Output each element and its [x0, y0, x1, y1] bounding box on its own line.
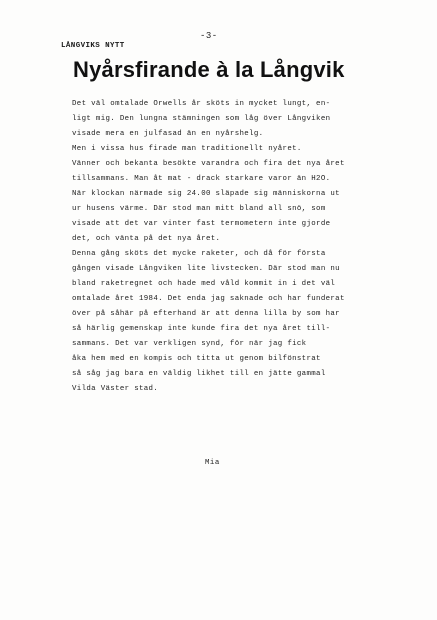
body-line: sammans. Det var verkligen synd, för när jag fick — [72, 340, 307, 348]
body-line: ligt mig. Den lungna stämningen som låg över Långviken — [72, 115, 331, 123]
body-line: det, och vänta på det nya året. — [72, 235, 221, 243]
body-line: omtalade året 1984. Det enda jag saknade och har funderat — [72, 295, 345, 303]
body-line: ur husens värme. Där stod man mitt bland all snö, som — [72, 205, 326, 213]
body-line: så härlig gemenskap inte kunde fira det nya året till- — [72, 325, 331, 333]
body-line: tillsammans. Man åt mat - drack starkare varor än H2O. — [72, 175, 331, 183]
body-line: visade att det var vinter fast termometern inte gjorde — [72, 220, 331, 228]
article-body — [72, 97, 345, 397]
body-line: Men i vissa hus firade man traditionellt nyåret. — [72, 145, 302, 153]
body-line: Det väl omtalade Orwells år sköts in mycket lungt, en- — [72, 100, 331, 108]
newsletter-header: LÅNGVIKS NYTT — [61, 42, 125, 50]
body-line: bland raketregnet och hade med våld kommit in i det väl — [72, 280, 336, 288]
body-line: Vilda Väster stad. — [72, 385, 159, 393]
body-line: Denna gång sköts det mycke raketer, och då för första — [72, 250, 326, 258]
body-line: Vänner och bekanta besökte varandra och fira det nya året — [72, 160, 345, 168]
article-title: Nyårsfirande à la Långvik — [73, 57, 345, 82]
page-number: -3- — [200, 31, 218, 41]
body-line: visade mera en julfasad än en nyårshelg. — [72, 130, 264, 138]
body-line: gången visade Långviken lite livstecken. Där stod man nu — [72, 265, 340, 273]
body-line: så såg jag bara en väldig likhet till en jätte gammal — [72, 370, 326, 378]
body-line: över på såhär på efterhand är att denna lilla by som har — [72, 310, 340, 318]
author-signature: Mia — [205, 459, 220, 467]
body-line: åka hem med en kompis och titta ut genom bilfönstrat — [72, 355, 321, 363]
body-line: När klockan närmade sig 24.00 släpade sig människorna ut — [72, 190, 340, 198]
